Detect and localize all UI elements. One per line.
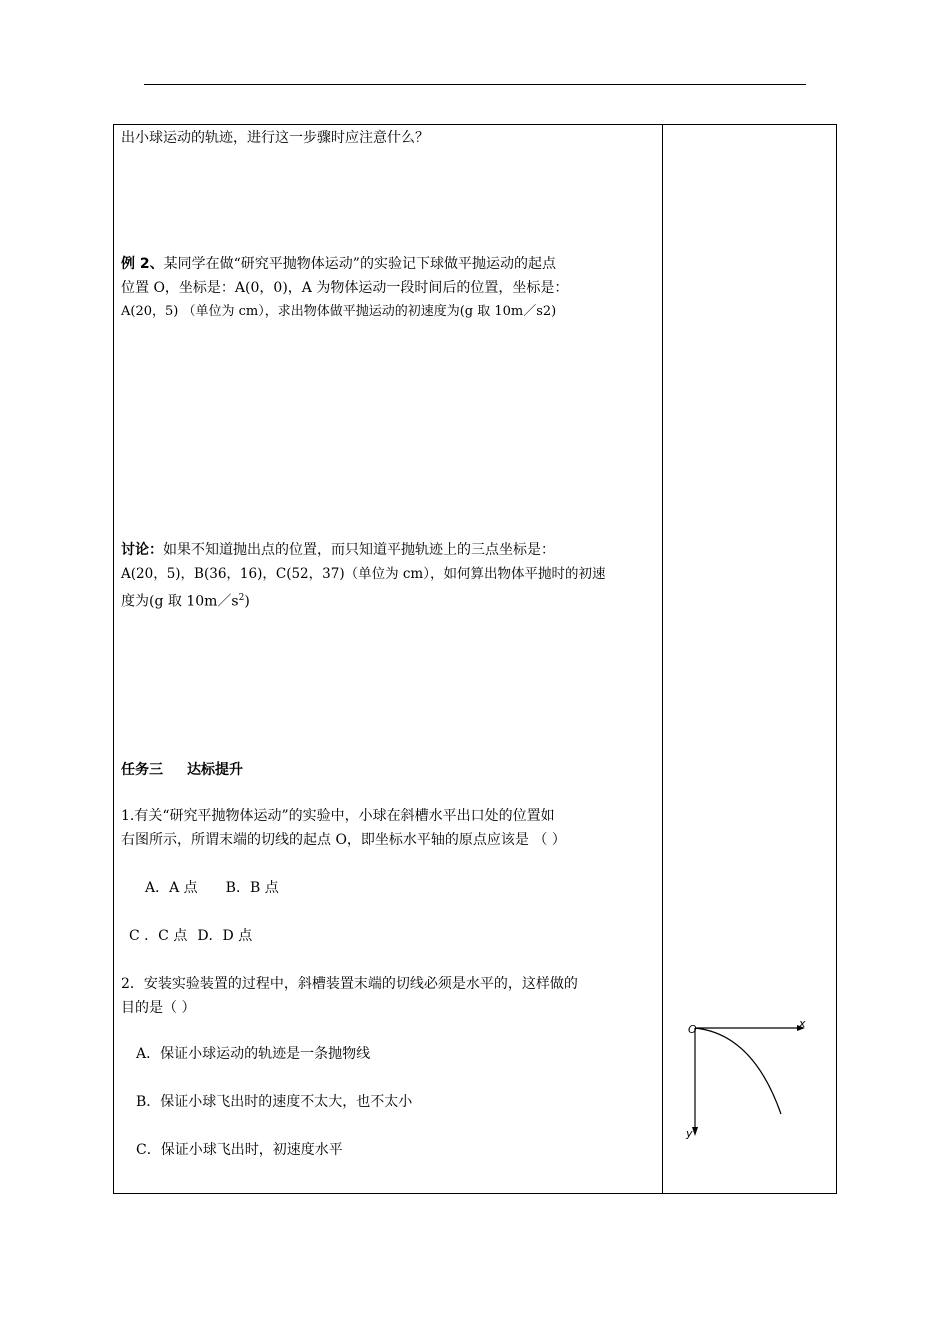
example2-line3: A(20，5) （单位为 cm），求出物体做平抛运动的初速度为(g 取 10m／s2)	[121, 304, 557, 319]
discussion-text-3: 度为(g 取 10m／s	[121, 593, 239, 610]
discussion-line2: A(20，5)，B(36，16)，C(52，37)（单位为 cm），如何算出物体平抛时的初速	[121, 566, 606, 582]
q1-option-d: D．D 点	[197, 928, 253, 944]
column-divider	[662, 124, 663, 1194]
q2-option-c: C．保证小球飞出时，初速度水平	[136, 1142, 343, 1158]
x-axis-label: x	[799, 1017, 806, 1030]
q2-option-b: B．保证小球飞出时的速度不太大，也不太小	[136, 1094, 413, 1110]
example2-label: 例 2、	[121, 256, 164, 272]
discussion-text-3-end: )	[244, 593, 250, 610]
q1-options-cd	[129, 926, 669, 946]
discussion-line1	[121, 540, 661, 560]
q1-option-a: A．A 点	[145, 880, 198, 896]
trajectory-curve	[695, 1028, 781, 1114]
task3-subtitle: 达标提升	[187, 762, 243, 778]
q1-line2: 右图所示，所谓末端的切线的起点 O，即坐标水平轴的原点应该是 （ ）	[121, 832, 566, 848]
y-axis-arrow-icon	[692, 1127, 698, 1136]
intro-tail-text: 出小球运动的轨迹，进行这一步骤时应注意什么？	[121, 130, 429, 146]
header-rule	[144, 84, 806, 85]
trajectory-figure	[683, 1016, 813, 1145]
example2-text-1: 某同学在做“研究平抛物体运动”的实验记下球做平抛运动的起点	[163, 256, 556, 272]
discussion-label: 讨论：	[121, 542, 163, 558]
trajectory-diagram	[683, 1016, 813, 1141]
q1-options-ab	[145, 878, 685, 898]
task3-heading	[121, 760, 661, 780]
q1-option-b: B．B 点	[225, 880, 279, 896]
example2-line2: 位置 O，坐标是：A(0，0)，A 为物体运动一段时间后的位置，坐标是：	[121, 280, 569, 296]
q2-option-a: A．保证小球运动的轨迹是一条抛物线	[136, 1046, 371, 1062]
q1-line1: 1.有关“研究平抛物体运动”的实验中，小球在斜槽水平出口处的位置如	[121, 808, 555, 824]
discussion-line3	[121, 588, 661, 612]
y-axis-label: y	[686, 1127, 693, 1140]
discussion-text-1: 如果不知道抛出点的位置，而只知道平抛轨迹上的三点坐标是：	[163, 542, 555, 558]
q1-option-c: C ．C 点	[129, 928, 188, 944]
q2-line2: 目的是（ ）	[121, 1000, 196, 1016]
task3-title: 任务三	[121, 762, 163, 778]
q2-line1: 2．安装实验装置的过程中，斜槽装置末端的切线必须是水平的，这样做的	[121, 976, 578, 992]
example2-line1	[121, 254, 661, 274]
origin-label: O	[688, 1023, 697, 1036]
discussion-sup: 2	[238, 593, 245, 603]
